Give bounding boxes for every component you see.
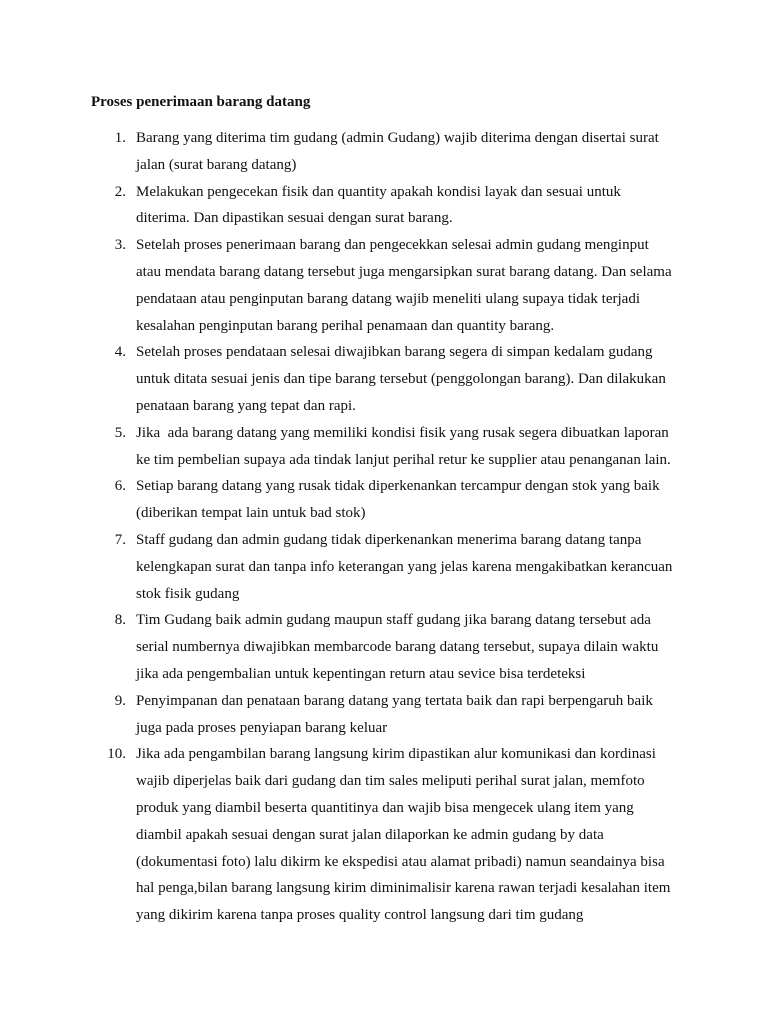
list-item-line: Jika ada pengambilan barang langsung kirim dipastikan alur komunikasi dan kordinasi (136, 746, 656, 763)
list-item-line: Melakukan pengecekan fisik dan quantity apakah kondisi layak dan sesuai untuk (136, 183, 621, 200)
list-item-line: diambil apakah sesuai dengan surat jalan dilaporkan ke admin gudang by data (136, 826, 604, 843)
list-item (0, 473, 768, 527)
list-item-text (136, 473, 682, 527)
list-item-line: Setelah proses penerimaan barang dan pengecekkan selesai admin gudang menginput (136, 237, 649, 254)
list-item-number: 6. (114, 478, 126, 495)
list-item-text (136, 232, 682, 339)
list-item-text (136, 125, 682, 179)
list-item-line: diterima. Dan dipastikan sesuai dengan surat barang. (136, 210, 453, 227)
list-item-text (136, 688, 682, 742)
list-item (0, 688, 768, 742)
list-item-text (136, 420, 682, 474)
list-item-line: penataan barang yang tepat dan rapi. (136, 397, 356, 414)
list-item-line: Barang yang diterima tim gudang (admin Gudang) wajib diterima dengan disertai surat (136, 130, 659, 146)
numbered-list (0, 125, 768, 929)
list-item (0, 420, 768, 474)
list-item (0, 125, 768, 179)
list-item-line: produk yang diambil beserta quantitinya dan wajib bisa mengecek ulang item yang (136, 799, 634, 816)
list-item-number: 5. (114, 424, 126, 441)
list-item-number: 4. (114, 344, 126, 361)
list-item-line: wajib diperjelas baik dari gudang dan tim sales meliputi perihal surat jalan, memfoto (136, 773, 645, 790)
list-item-number: 7. (114, 531, 126, 548)
list-item-line: pendataan atau penginputan barang datang wajib meneliti ulang supaya tidak terjadi (136, 290, 640, 307)
list-item-text (136, 741, 682, 929)
list-item-line: hal penga,bilan barang langsung kirim diminimalisir karena rawan terjadi kesalahan item (136, 880, 671, 897)
document-title: Proses penerimaan barang datang (91, 94, 311, 110)
list-item-line: Staff gudang dan admin gudang tidak diperkenankan menerima barang datang tanpa (136, 531, 642, 548)
list-item-text (136, 339, 682, 419)
list-item-line: kesalahan penginputan barang perihal penamaan dan quantity barang. (136, 317, 555, 334)
list-item (0, 232, 768, 339)
list-item-line: serial numbernya diwajibkan membarcode barang datang tersebut, supaya dilain waktu (136, 639, 659, 656)
list-item-line: Tim Gudang baik admin gudang maupun staff gudang jika barang datang tersebut ada (136, 612, 651, 629)
list-item-number: 8. (114, 612, 126, 629)
list-item-line: jalan (surat barang datang) (136, 156, 297, 173)
list-item-line: Jika ada barang datang yang memiliki kondisi fisik yang rusak segera dibuatkan laporan (136, 424, 669, 441)
list-item-line: atau mendata barang datang tersebut juga mengarsipkan surat barang datang. Dan selama (136, 263, 672, 280)
list-item (0, 607, 768, 687)
list-item-line: jika ada pengembalian untuk kepentingan return atau sevice bisa terdeteksi (136, 665, 586, 682)
list-item (0, 527, 768, 607)
list-item-number: 10. (107, 746, 126, 763)
list-item-line: Penyimpanan dan penataan barang datang yang tertata baik dan rapi berpengaruh baik (136, 692, 653, 709)
list-item-line: yang dikirim karena tanpa proses quality control langsung dari tim gudang (136, 907, 584, 924)
list-item-number: 2. (114, 183, 126, 200)
list-item-line: (dokumentasi foto) lalu dikirm ke ekspedisi atau alamat pribadi) namun seandainya bisa (136, 853, 665, 870)
list-item-text (136, 527, 682, 607)
list-item-line: (diberikan tempat lain untuk bad stok) (136, 505, 366, 522)
list-item (0, 339, 768, 419)
list-item-text (136, 179, 682, 233)
list-item-number: 3. (114, 237, 126, 254)
list-item-text (136, 607, 682, 687)
list-item-line: juga pada proses penyiapan barang keluar (136, 719, 388, 736)
list-item-line: Setelah proses pendataan selesai diwajibkan barang segera di simpan kedalam gudang (136, 344, 653, 361)
list-item-number: 9. (114, 692, 126, 709)
list-item (0, 179, 768, 233)
list-item-number: 1. (114, 130, 126, 146)
list-item (0, 741, 768, 929)
list-item-line: untuk ditata sesuai jenis dan tipe barang tersebut (penggolongan barang). Dan dilakukan (136, 371, 666, 388)
list-item-line: stok fisik gudang (136, 585, 240, 602)
list-item-line: Setiap barang datang yang rusak tidak diperkenankan tercampur dengan stok yang baik (136, 478, 660, 495)
list-item-line: kelengkapan surat dan tanpa info keterangan yang jelas karena mengakibatkan kerancuan (136, 558, 673, 575)
list-item-line: ke tim pembelian supaya ada tindak lanjut perihal retur ke supplier atau penanganan lain. (136, 451, 671, 468)
